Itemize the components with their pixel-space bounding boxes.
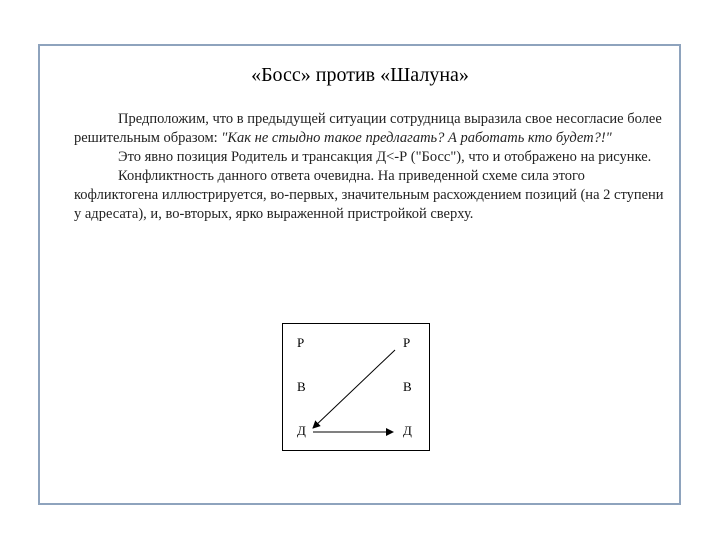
body-text [74,110,664,224]
slide-title: «Босс» против «Шалуна» [251,64,469,86]
paragraph-3: Конфликтность данного ответа очевидна. На приведенной схеме сила этого кофликтогена иллюстрируется, во-первых, значительным расхождением позиций (на 2 ступени у адресата), и, во-вторых, ярко выраженной пристройкой сверху. [74,168,664,222]
paragraph-1-text: Предположим, что в предыдущей ситуации сотрудница выразила свое несогласие более решительным образом: [74,111,662,146]
transaction-diagram [282,323,430,451]
right-parent-label: Р [403,335,411,350]
diagonal-arrow [313,350,395,428]
paragraph-1-quote: "Как не стыдно такое предлагать? А работать кто будет?!" [221,130,612,146]
right-adult-label: В [403,379,412,394]
transaction-arrows [283,324,431,452]
right-child-label: Д [403,423,412,438]
paragraph-2: Это явно позиция Родитель и трансакция Д<-Р ("Босс"), что и отображено на рисунке. [118,149,652,165]
left-adult-label: В [297,379,306,394]
paragraph-1 [74,110,664,148]
left-child-label: Д [297,423,306,438]
left-parent-label: Р [297,335,305,350]
